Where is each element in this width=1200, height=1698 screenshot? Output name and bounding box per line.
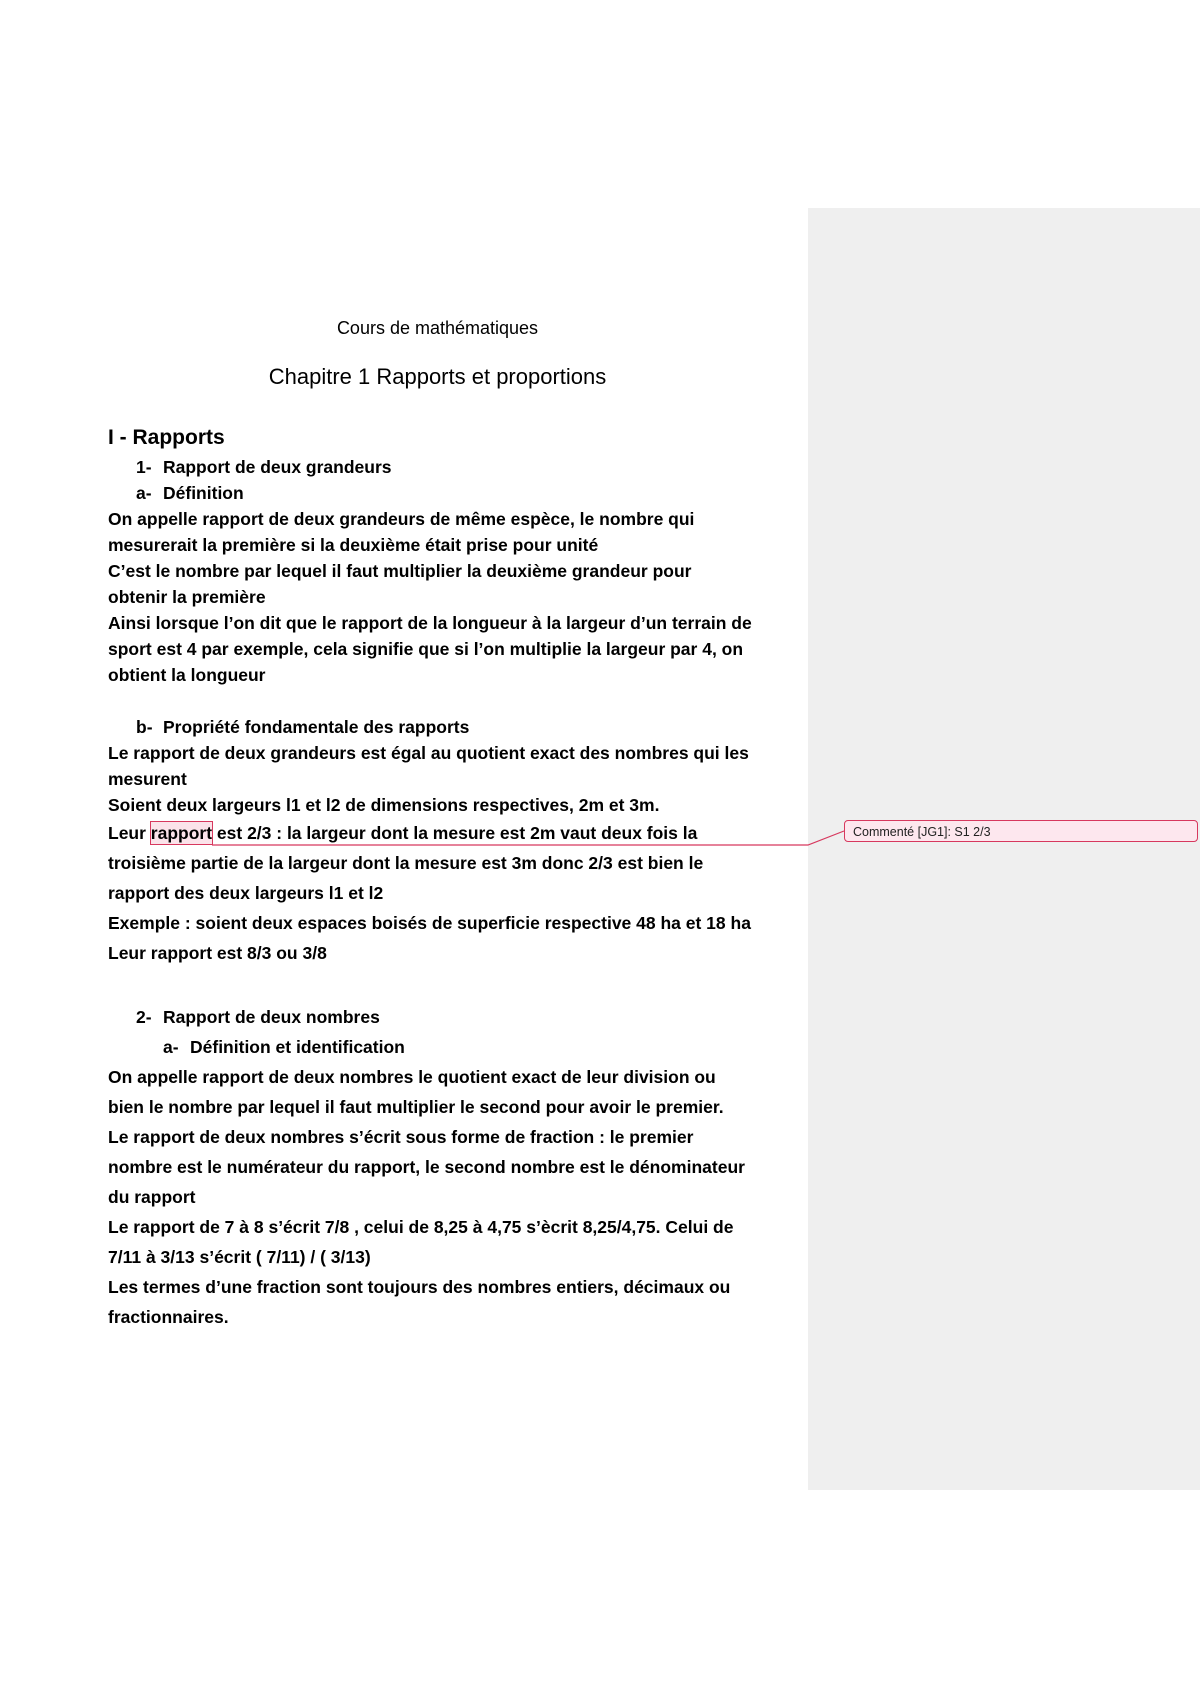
text-line: On appelle rapport de deux grandeurs de même espèce, le nombre qui [108, 509, 695, 529]
text-line: nombre est le numérateur du rapport, le second nombre est le dénominateur [108, 1157, 745, 1177]
list-number: 2- [136, 1007, 152, 1027]
text-line: du rapport [108, 1187, 196, 1207]
text-fragment: Leur [108, 823, 151, 843]
chapter-title: Chapitre 1 Rapports et proportions [268, 364, 607, 389]
text-line: C’est le nombre par lequel il faut multiplier la deuxième grandeur pour [108, 561, 692, 581]
text-line: Le rapport de 7 à 8 s’écrit 7/8 , celui de 8,25 à 4,75 s’ècrit 8,25/4,75. Celui de [108, 1217, 734, 1237]
subheading-label: Définition et identification [190, 1037, 405, 1057]
text-line: sport est 4 par exemple, cela signifie que si l’on multiplie la largeur par 4, on [108, 639, 744, 659]
list-letter: a- [136, 483, 152, 503]
text-line: Leur rapport est 8/3 ou 3/8 [108, 943, 327, 963]
text-line: 7/11 à 3/13 s’écrit ( 7/11) / ( 3/13) [108, 1247, 371, 1267]
text-line: mesurent [108, 769, 187, 789]
text-line: mesurerait la première si la deuxième était prise pour unité [108, 535, 599, 555]
section-heading: I - Rapports [108, 426, 225, 449]
list-number: 1- [136, 457, 152, 477]
text-line: rapport des deux largeurs l1 et l2 [108, 883, 384, 903]
text-line: troisième partie de la largeur dont la mesure est 3m donc 2/3 est bien le [108, 853, 704, 873]
text-fragment: est 2/3 : la largeur dont la mesure est 2m vaut deux fois la [212, 823, 698, 843]
text-line: obtient la longueur [108, 665, 266, 685]
subheading-label: Rapport de deux grandeurs [163, 457, 392, 477]
text-line: obtenir la première [108, 587, 266, 607]
comment-balloon[interactable]: Commenté [JG1]: S1 2/3 [844, 820, 1198, 842]
text-line: Ainsi lorsque l’on dit que le rapport de la longueur à la largeur d’un terrain de [108, 613, 752, 633]
document-title: Cours de mathématiques [336, 318, 539, 338]
text-line: Exemple : soient deux espaces boisés de superficie respective 48 ha et 18 ha [108, 913, 751, 933]
text-line: bien le nombre par lequel il faut multiplier le second pour avoir le premier. [108, 1097, 724, 1117]
list-letter: b- [136, 717, 153, 737]
text-line: fractionnaires. [108, 1307, 229, 1327]
subheading-label: Définition [163, 483, 244, 503]
text-line: On appelle rapport de deux nombres le quotient exact de leur division ou [108, 1067, 716, 1087]
subheading-label: Rapport de deux nombres [163, 1007, 380, 1027]
text-line: Soient deux largeurs l1 et l2 de dimensions respectives, 2m et 3m. [108, 795, 660, 815]
comment-anchor-highlight[interactable]: rapport [150, 823, 213, 843]
text-line: Les termes d’une fraction sont toujours des nombres entiers, décimaux ou [108, 1277, 731, 1297]
text-line: Le rapport de deux nombres s’écrit sous forme de fraction : le premier [108, 1127, 694, 1147]
subheading-label: Propriété fondamentale des rapports [163, 717, 470, 737]
text-line: Le rapport de deux grandeurs est égal au quotient exact des nombres qui les [108, 743, 749, 763]
list-letter: a- [163, 1037, 179, 1057]
